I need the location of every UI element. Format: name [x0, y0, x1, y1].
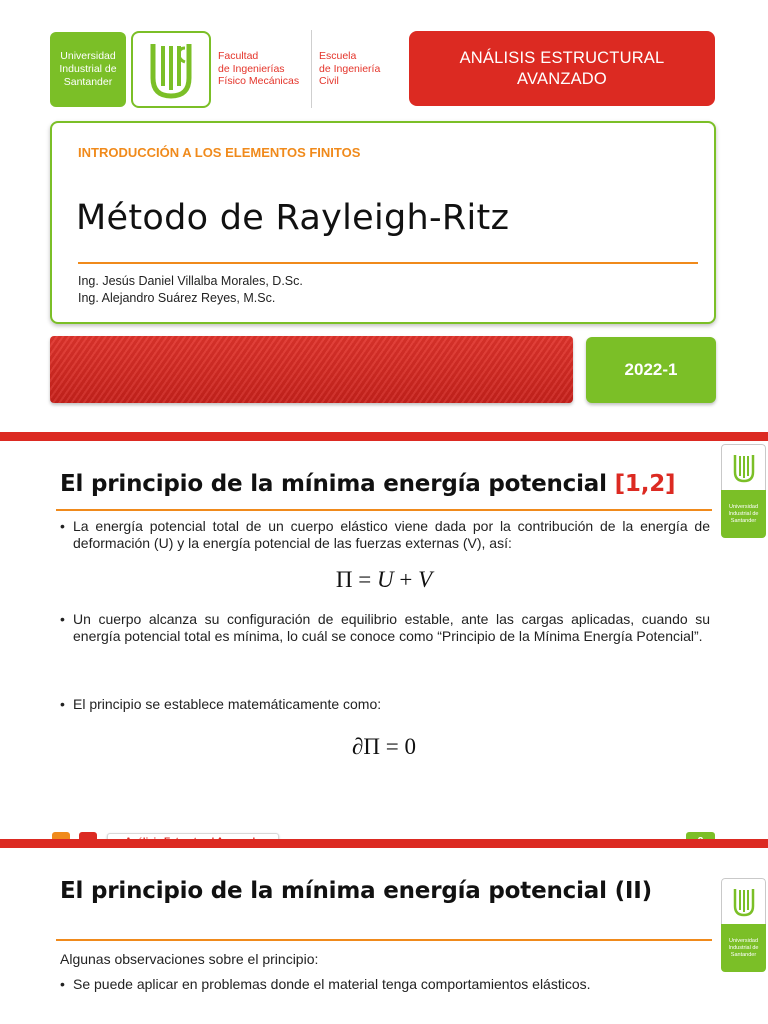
author-2: Ing. Alejandro Suárez Reyes, M.Sc. [78, 291, 276, 305]
faculty-line-2: de Ingenierías [218, 62, 285, 75]
heading-divider [56, 939, 712, 941]
title-card [50, 121, 716, 324]
side-logo [721, 444, 766, 538]
title-divider [78, 262, 698, 264]
semester-badge: 2022-1 [586, 337, 716, 403]
slide-heading [60, 471, 675, 497]
school-line-2: de Ingeniería [319, 62, 381, 75]
eq-v: V [418, 567, 433, 592]
uis-logo-icon [733, 453, 755, 483]
university-line-1: Universidad [60, 50, 116, 62]
faculty-line-1: Facultad [218, 50, 259, 62]
slide-3 [0, 848, 768, 1024]
eq-zero: 0 [404, 734, 416, 759]
course-line-2: AVANZADO [517, 69, 607, 88]
eq-equals: = [358, 567, 372, 592]
school-line-1: Escuela [319, 50, 357, 62]
bullet-item [60, 976, 710, 993]
bullet-icon: • [60, 611, 65, 627]
course-title-box [409, 31, 715, 106]
bullet-icon: • [60, 518, 65, 534]
uis-logo-icon [733, 887, 755, 917]
university-line-3: Santander [63, 76, 113, 88]
title-slide [0, 0, 768, 432]
slide-separator-1 [0, 432, 768, 441]
uis-logo [131, 31, 211, 108]
slide-heading: El principio de la mínima energía potencial (II) [60, 878, 652, 904]
bullet-item [60, 696, 710, 713]
faculty-name [218, 50, 308, 88]
eq-plus: + [399, 567, 413, 592]
side-logo-caption: Universidad Industrial de Santander [721, 924, 766, 972]
bullet-text: La energía potencial total de un cuerpo elástico viene dada por la contribución de la energía de deformación (U) y la energía potencial de las fuerzas externas (V), así: [73, 518, 710, 551]
school-name [319, 50, 399, 88]
school-line-3: Civil [319, 75, 339, 87]
presentation-title: Método de Rayleigh-Ritz [76, 198, 510, 238]
eq-equals: = [385, 734, 399, 759]
bullet-text: Un cuerpo alcanza su configuración de equilibrio estable, ante las cargas aplicadas, cuando su energía potencial total es mínima, lo cuál se conoce como “Principio de la Mínima Energía Potencial”. [73, 611, 710, 644]
heading-text: El principio de la mínima energía potencial [60, 471, 607, 497]
heading-reference: [1,2] [614, 471, 676, 497]
eq-pi: Π [335, 567, 353, 592]
slide-2 [0, 441, 768, 839]
bullet-item [60, 518, 710, 552]
course-line-1: ANÁLISIS ESTRUCTURAL [459, 48, 665, 67]
bullet-item [60, 611, 710, 645]
university-line-2: Industrial de [59, 63, 117, 75]
eq-partial-pi: ∂Π [352, 734, 380, 759]
faculty-line-3: Físico Mecánicas [218, 75, 300, 87]
author-1: Ing. Jesús Daniel Villalba Morales, D.Sc. [78, 274, 303, 288]
university-name-box [50, 32, 126, 107]
equation-minimum-principle [0, 734, 768, 760]
decorative-red-band [50, 336, 573, 403]
eq-u: U [376, 567, 394, 592]
bullet-icon: • [60, 976, 65, 992]
bullet-text: El principio se establece matemáticamente como: [73, 696, 382, 712]
presentation-subtitle: INTRODUCCIÓN A LOS ELEMENTOS FINITOS [78, 145, 361, 160]
header-divider [311, 30, 312, 108]
heading-divider [56, 509, 712, 511]
bullet-icon: • [60, 696, 65, 712]
intro-text: Algunas observaciones sobre el principio: [60, 951, 319, 967]
uis-logo-icon [149, 40, 193, 100]
side-logo-caption: Universidad Industrial de Santander [721, 490, 766, 538]
equation-total-energy [0, 567, 768, 593]
bullet-text: Se puede aplicar en problemas donde el material tenga comportamientos elásticos. [73, 976, 591, 992]
side-logo [721, 878, 766, 972]
slide-separator-2 [0, 839, 768, 848]
authors [78, 273, 303, 307]
